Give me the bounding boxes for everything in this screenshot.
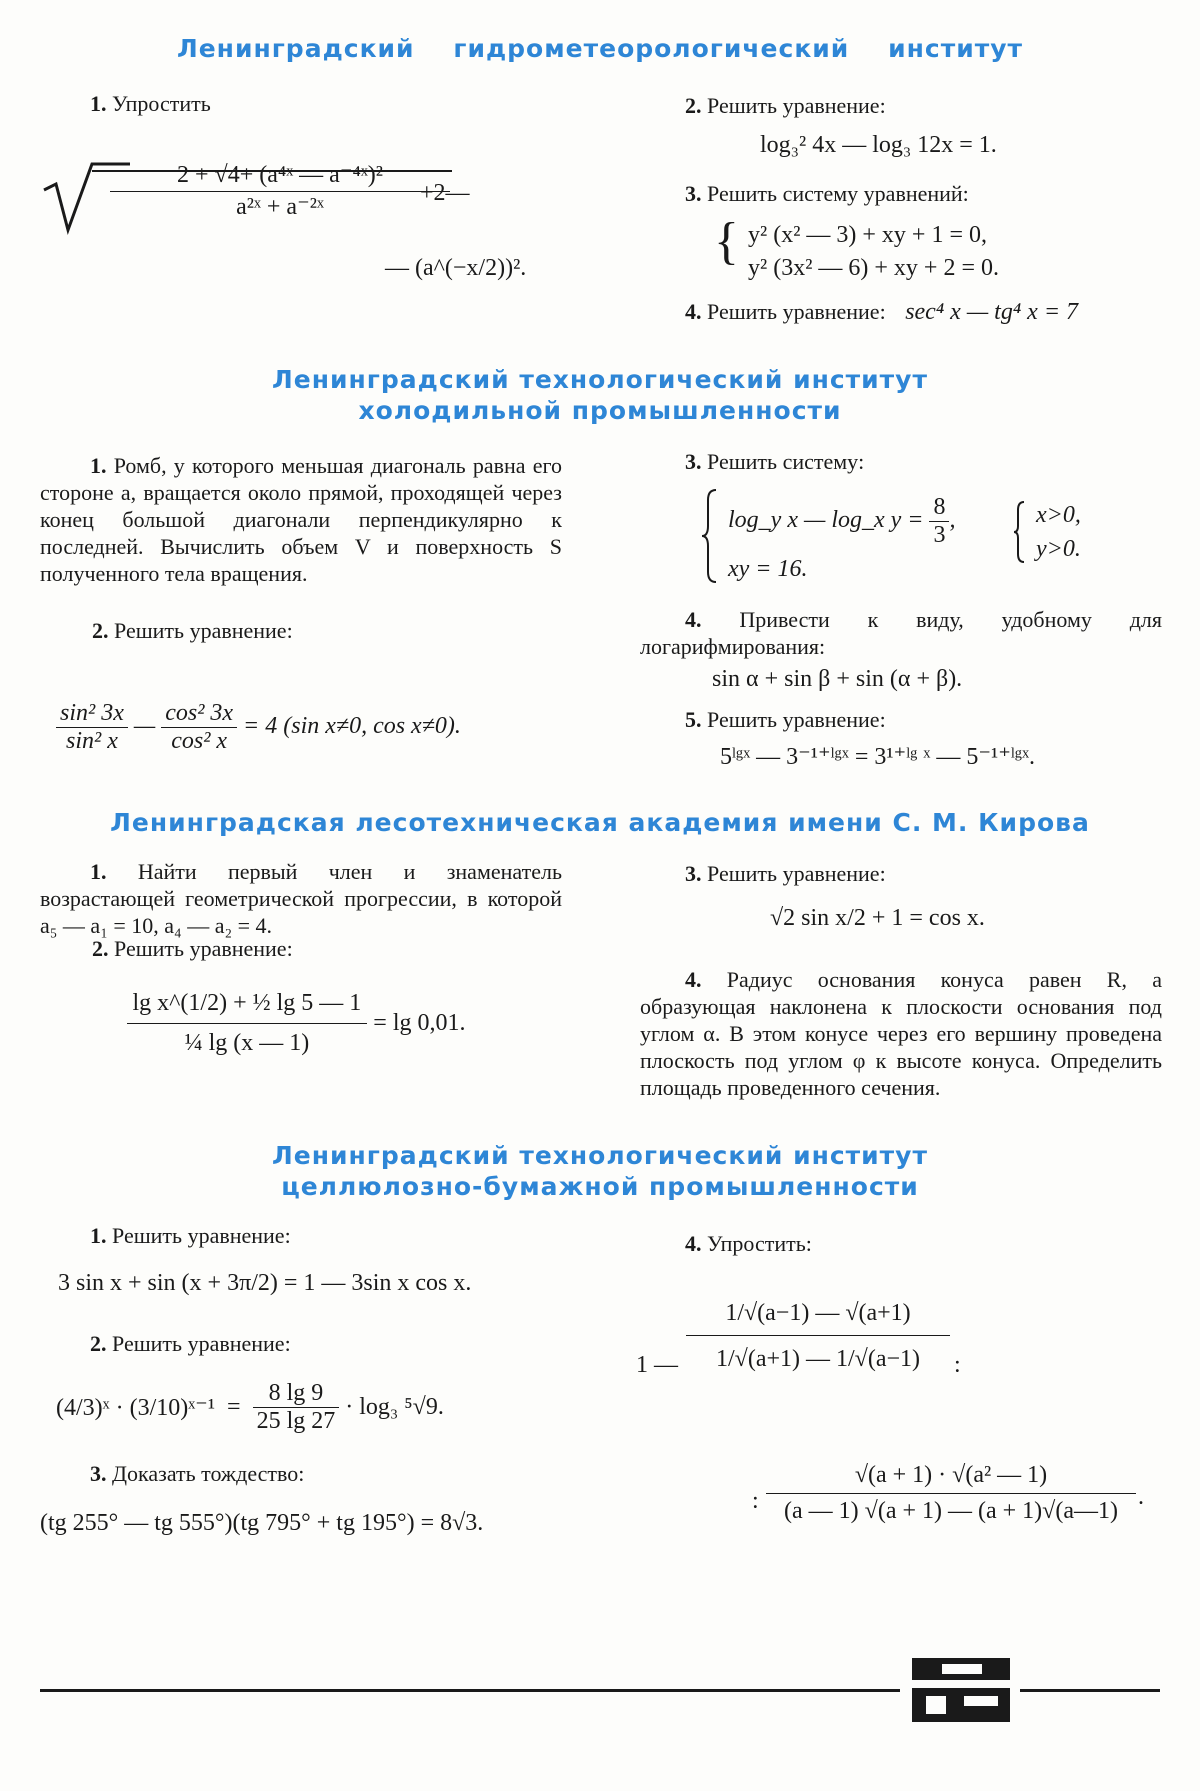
s3-problem-1: 1. Найти первый член и знаменатель возрастающей геометрической прогрессии, в которой a₅ — a₁ = 10, a₄ — a₂ = 4. bbox=[40, 859, 562, 938]
s4-problem-3: 3. Доказать тождество: bbox=[90, 1461, 305, 1486]
s1-equation-2: log₃² 4x — log₃ 12x = 1. bbox=[760, 132, 997, 158]
s2-problem-3: 3. Решить системy: bbox=[685, 449, 865, 474]
section-3-title: Ленинградская лесотехническая академия имени С. М. Кирова bbox=[110, 808, 1090, 837]
brace-icon bbox=[1012, 500, 1028, 564]
section-4-title: Ленинградский технологический институт целлюлозно-бумажной промышленности bbox=[272, 1141, 928, 1201]
s2-system-eq2: xy = 16. bbox=[728, 556, 808, 582]
s4-simp2-lead: : bbox=[752, 1488, 759, 1514]
s1-simplify-tail: +2— bbox=[420, 180, 470, 206]
s3-eq2-numerator: lg x^(1/2) + ½ lg 5 — 1 bbox=[132, 990, 362, 1016]
s4-simp-numerator: 1/√(a−1) — √(a+1) bbox=[725, 1300, 911, 1326]
s1-equation-4: sec⁴ x — tg⁴ x = 7 bbox=[905, 299, 1079, 325]
footer-rule-right bbox=[1020, 1689, 1160, 1692]
s2-condition-2: y>0. bbox=[1036, 536, 1081, 562]
section-1-title: Ленинградский гидрометеорологический институт bbox=[176, 34, 1024, 63]
s4-simplify-1 bbox=[636, 1300, 966, 1440]
s4-eq2-tail: · log₃ ⁵√9. bbox=[345, 1394, 444, 1420]
s1-problem-4: 4. Решить уравнение: sec⁴ x — tg⁴ x = 7 bbox=[685, 299, 1079, 325]
s1-problem-2: 2. Решить уравнение: bbox=[685, 93, 886, 118]
s4-simp-denominator: 1/√(a+1) — 1/√(a−1) bbox=[686, 1335, 950, 1373]
s4-equation-3: (tg 255° — tg 555°)(tg 795° + tg 195°) = 8√3. bbox=[40, 1510, 484, 1536]
brace-icon: { bbox=[714, 213, 739, 270]
s1-simplify-formula bbox=[40, 160, 560, 240]
section-2-title: Ленинградский технологический институт холодильной промышленности bbox=[272, 365, 928, 425]
s4-equation-2: (4/3)ˣ · (3/10)ˣ⁻¹ = $\frac{8 \lg 9}{25 \lg 27}$ · log₃ ⁵√9. bbox=[56, 1380, 444, 1434]
s3-eq2-rhs: = lg 0,01. bbox=[373, 1010, 466, 1036]
s4-eq2-lhs: (4/3)ˣ · (3/10)ˣ⁻¹ bbox=[56, 1395, 216, 1421]
s2-equation-2: $\frac{\text{sin² 3x}}{\text{sin² x}}$ — $\frac{\text{cos² 3x}}{\text{cos² x}}$ = 4 (sin x≠0, cos x≠0). bbox=[56, 700, 461, 755]
s1-simplify-numerator: 2 + √4+ (a⁴ˣ — a⁻⁴ˣ)² bbox=[110, 160, 450, 192]
s3-problem-2: 2. Решить уравнение: bbox=[92, 936, 293, 961]
s2-problem-1: 1. Ромб, у которого меньшая диагональ равна его стороне a, вращается около прямой, проходящей через конец большой диагонали перпендикулярно к последней. Вычислить объем V и поверхность S полученного тела вращения. bbox=[40, 453, 563, 586]
s2-condition-1: x>0, bbox=[1036, 502, 1081, 528]
s2-problem-5: 5. Решить уравнение: bbox=[685, 707, 886, 732]
s3-problem-3: 3. Решить уравнение: bbox=[685, 861, 886, 886]
s2-problem-2: 2. Решить уравнение: bbox=[92, 618, 293, 643]
s2-system-eq1: log_y x — log_x y = bbox=[728, 507, 924, 534]
s3-eq2-denominator: ¼ lg (x — 1) bbox=[127, 1023, 368, 1057]
s4-simplify-2 bbox=[752, 1462, 1152, 1542]
s4-simp-lead: 1 — bbox=[636, 1352, 678, 1378]
s1-system bbox=[714, 213, 999, 282]
publisher-logo-icon bbox=[912, 1658, 1010, 1724]
s1-system-eq1: y² (x² — 3) + xy + 1 = 0, bbox=[748, 222, 987, 248]
s4-simp2-denominator: (a — 1) √(a + 1) — (a + 1)√(a—1) bbox=[766, 1493, 1136, 1525]
s4-problem-1: 1. Решить уравнение: bbox=[90, 1223, 291, 1248]
s1-system-eq2: y² (3x² — 6) + xy + 2 = 0. bbox=[748, 255, 999, 281]
s1-problem-1: 1. Упростить bbox=[90, 91, 211, 116]
s2-expression-4: sin α + sin β + sin (α + β). bbox=[712, 666, 963, 692]
s1-problem-3: 3. Решить систему уравнений: bbox=[685, 181, 969, 206]
s3-problem-4: 4. Радиус основания конуса равен R, а образующая наклонена к плоскости основания под углом α. В этом конусе через его вершину проведена плоскость под углом φ к высоте конуса. Определить площадь проведенного сечения. bbox=[640, 967, 1162, 1100]
s3-equation-3: √2 sin x/2 + 1 = cos x. bbox=[770, 905, 985, 931]
s2-system: log_y x — log_x y = $\frac{8}{3}$ , xy = 16. x>0, y>0. bbox=[700, 486, 1120, 586]
s1-simplify-line2: — (a^(−x/2))². bbox=[385, 255, 527, 281]
brace-icon bbox=[700, 486, 720, 586]
s4-simp2-numerator: √(a + 1) · √(a² — 1) bbox=[854, 1462, 1048, 1488]
s4-simp2-end: . bbox=[1138, 1484, 1144, 1510]
s4-simp-colon: : bbox=[954, 1352, 961, 1378]
s3-equation-2 bbox=[96, 990, 496, 1057]
s2-problem-4: 4. Привести к виду, удобному для логарифмирования: bbox=[640, 607, 1163, 659]
s1-simplify-denominator: a²ˣ + a⁻²ˣ bbox=[236, 194, 324, 220]
s4-problem-2: 2. Решить уравнение: bbox=[90, 1331, 291, 1356]
s4-problem-4: 4. Упростить: bbox=[685, 1231, 812, 1256]
s2-equation-5: 5ˡᵍˣ — 3⁻¹⁺ˡᵍˣ = 3¹⁺ˡᵍ ˣ — 5⁻¹⁺ˡᵍˣ. bbox=[720, 744, 1036, 770]
s4-equation-1: 3 sin x + sin (x + 3π/2) = 1 — 3sin x cos x. bbox=[58, 1270, 472, 1296]
footer-rule-left bbox=[40, 1689, 900, 1692]
